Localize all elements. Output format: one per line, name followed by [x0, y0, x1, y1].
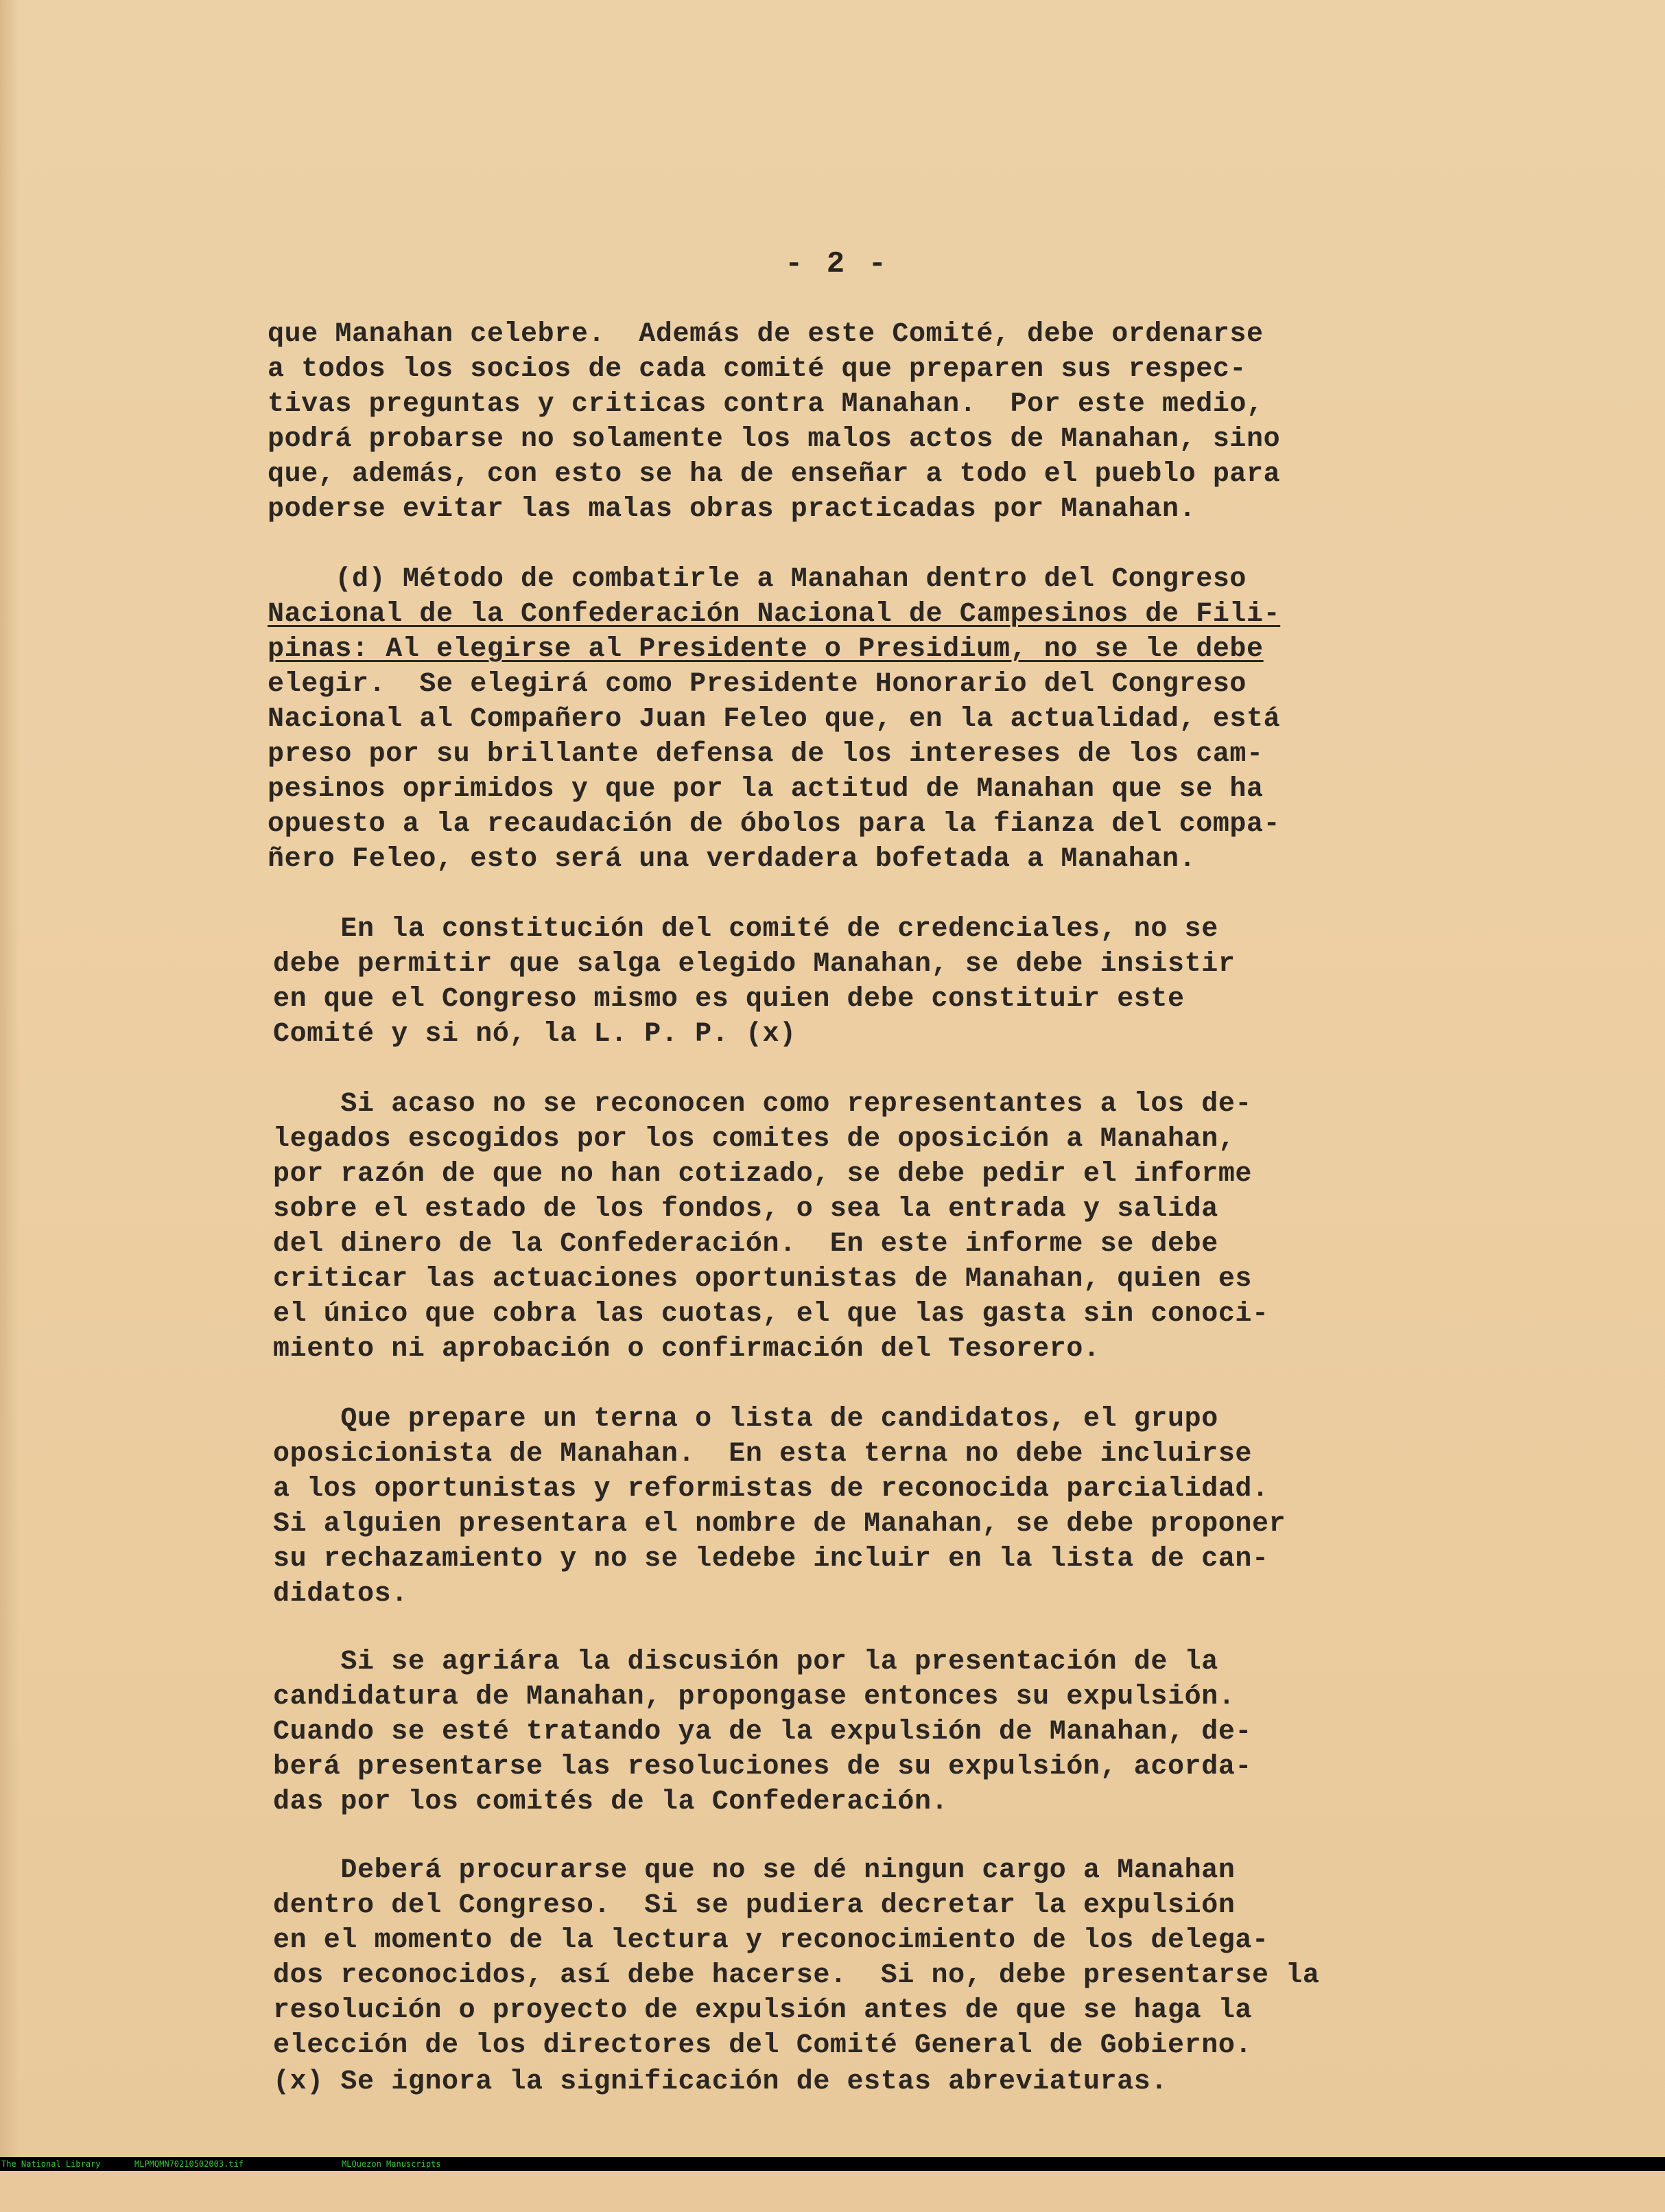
- text-line: Si alguien presentara el nombre de Manahan, se debe proponer: [273, 1509, 1286, 1540]
- text-line: berá presentarse las resoluciones de su expulsión, acorda-: [273, 1752, 1253, 1782]
- text-line: En la constitución del comité de credenciales, no se: [273, 914, 1218, 945]
- file-id-label: MLPMQMN70210502003.tif: [134, 2159, 244, 2169]
- text-line: resolución o proyecto de expulsión antes de que se haga la: [273, 1995, 1253, 2026]
- text-line: que, además, con esto se ha de enseñar a todo el pueblo para: [268, 459, 1281, 490]
- text-line: candidatura de Manahan, propongase entonces su expulsión.: [273, 1682, 1236, 1713]
- text-line: Si acaso no se reconocen como representantes a los de-: [273, 1089, 1253, 1120]
- underlined-text-line: pinas: Al elegirse al Presidente o Presidium, no se le debe: [268, 634, 1264, 665]
- text-line: Si se agriára la discusión por la presentación de la: [273, 1647, 1218, 1678]
- text-line: del dinero de la Confederación. En este informe se debe: [273, 1229, 1218, 1260]
- text-line: ñero Feleo, esto será una verdadera bofetada a Manahan.: [268, 844, 1196, 875]
- text-line: pesinos oprimidos y que por la actitud de Manahan que se ha: [268, 774, 1264, 805]
- text-line: Cuando se esté tratando ya de la expulsión de Manahan, de-: [273, 1717, 1253, 1748]
- text-line: Que prepare un terna o lista de candidatos, el grupo: [273, 1404, 1218, 1435]
- text-line: Comité y si nó, la L. P. P. (x): [273, 1019, 796, 1050]
- text-line: miento ni aprobación o confirmación del Tesorero.: [273, 1334, 1100, 1365]
- text-line: en el momento de la lectura y reconocimiento de los delega-: [273, 1925, 1269, 1956]
- text-line: oposicionista de Manahan. En esta terna no debe incluirse: [273, 1439, 1253, 1470]
- text-line: preso por su brillante defensa de los intereses de los cam-: [268, 739, 1264, 770]
- text-line: elegir. Se elegirá como Presidente Honorario del Congreso: [268, 669, 1247, 700]
- text-line: dentro del Congreso. Si se pudiera decretar la expulsión: [273, 1890, 1236, 1921]
- text-line: opuesto a la recaudación de óbolos para la fianza del compa-: [268, 809, 1281, 840]
- collection-label: MLQuezon Manuscripts: [342, 2159, 441, 2169]
- text-line: Deberá procurarse que no se dé ningun cargo a Manahan: [273, 1855, 1236, 1886]
- text-line: a todos los socios de cada comité que preparen sus respec-: [268, 354, 1247, 385]
- text-line: tivas preguntas y criticas contra Manahan. Por este medio,: [268, 389, 1264, 420]
- text-line: didatos.: [273, 1579, 408, 1610]
- underlined-text-line: Nacional de la Confederación Nacional de Campesinos de Fili-: [268, 599, 1281, 630]
- text-line: en que el Congreso mismo es quien debe constituir este: [273, 984, 1185, 1015]
- text-line: debe permitir que salga elegido Manahan, se debe insistir: [273, 949, 1236, 980]
- text-line: a los oportunistas y reformistas de reconocida parcialidad.: [273, 1474, 1269, 1505]
- text-line: das por los comités de la Confederación.: [273, 1787, 949, 1817]
- scan-footer-bar: [0, 2157, 1665, 2171]
- text-line: que Manahan celebre. Además de este Comité, debe ordenarse: [268, 319, 1264, 350]
- text-line: criticar las actuaciones oportunistas de Manahan, quien es: [273, 1264, 1253, 1295]
- text-line: por razón de que no han cotizado, se debe pedir el informe: [273, 1159, 1253, 1190]
- text-line: (d) Método de combatirle a Manahan dentro del Congreso: [268, 564, 1247, 595]
- text-line: el único que cobra las cuotas, el que las gasta sin conoci-: [273, 1299, 1269, 1330]
- text-line: su rechazamiento y no se ledebe incluir en la lista de can-: [273, 1544, 1269, 1575]
- footnote: (x) Se ignora la significación de estas abreviaturas.: [273, 2067, 1168, 2097]
- library-label: The National Library: [1, 2159, 101, 2169]
- text-line: podrá probarse no solamente los malos actos de Manahan, sino: [268, 424, 1281, 455]
- text-line: dos reconocidos, así debe hacerse. Si no, debe presentarse la: [273, 1960, 1320, 1991]
- page-number: - 2 -: [784, 247, 890, 281]
- text-line: elección de los directores del Comité General de Gobierno.: [273, 2030, 1253, 2061]
- text-line: sobre el estado de los fondos, o sea la entrada y salida: [273, 1194, 1218, 1225]
- text-line: Nacional al Compañero Juan Feleo que, en la actualidad, está: [268, 704, 1281, 735]
- text-line: legados escogidos por los comites de oposición a Manahan,: [273, 1124, 1236, 1155]
- text-line: poderse evitar las malas obras practicadas por Manahan.: [268, 494, 1196, 525]
